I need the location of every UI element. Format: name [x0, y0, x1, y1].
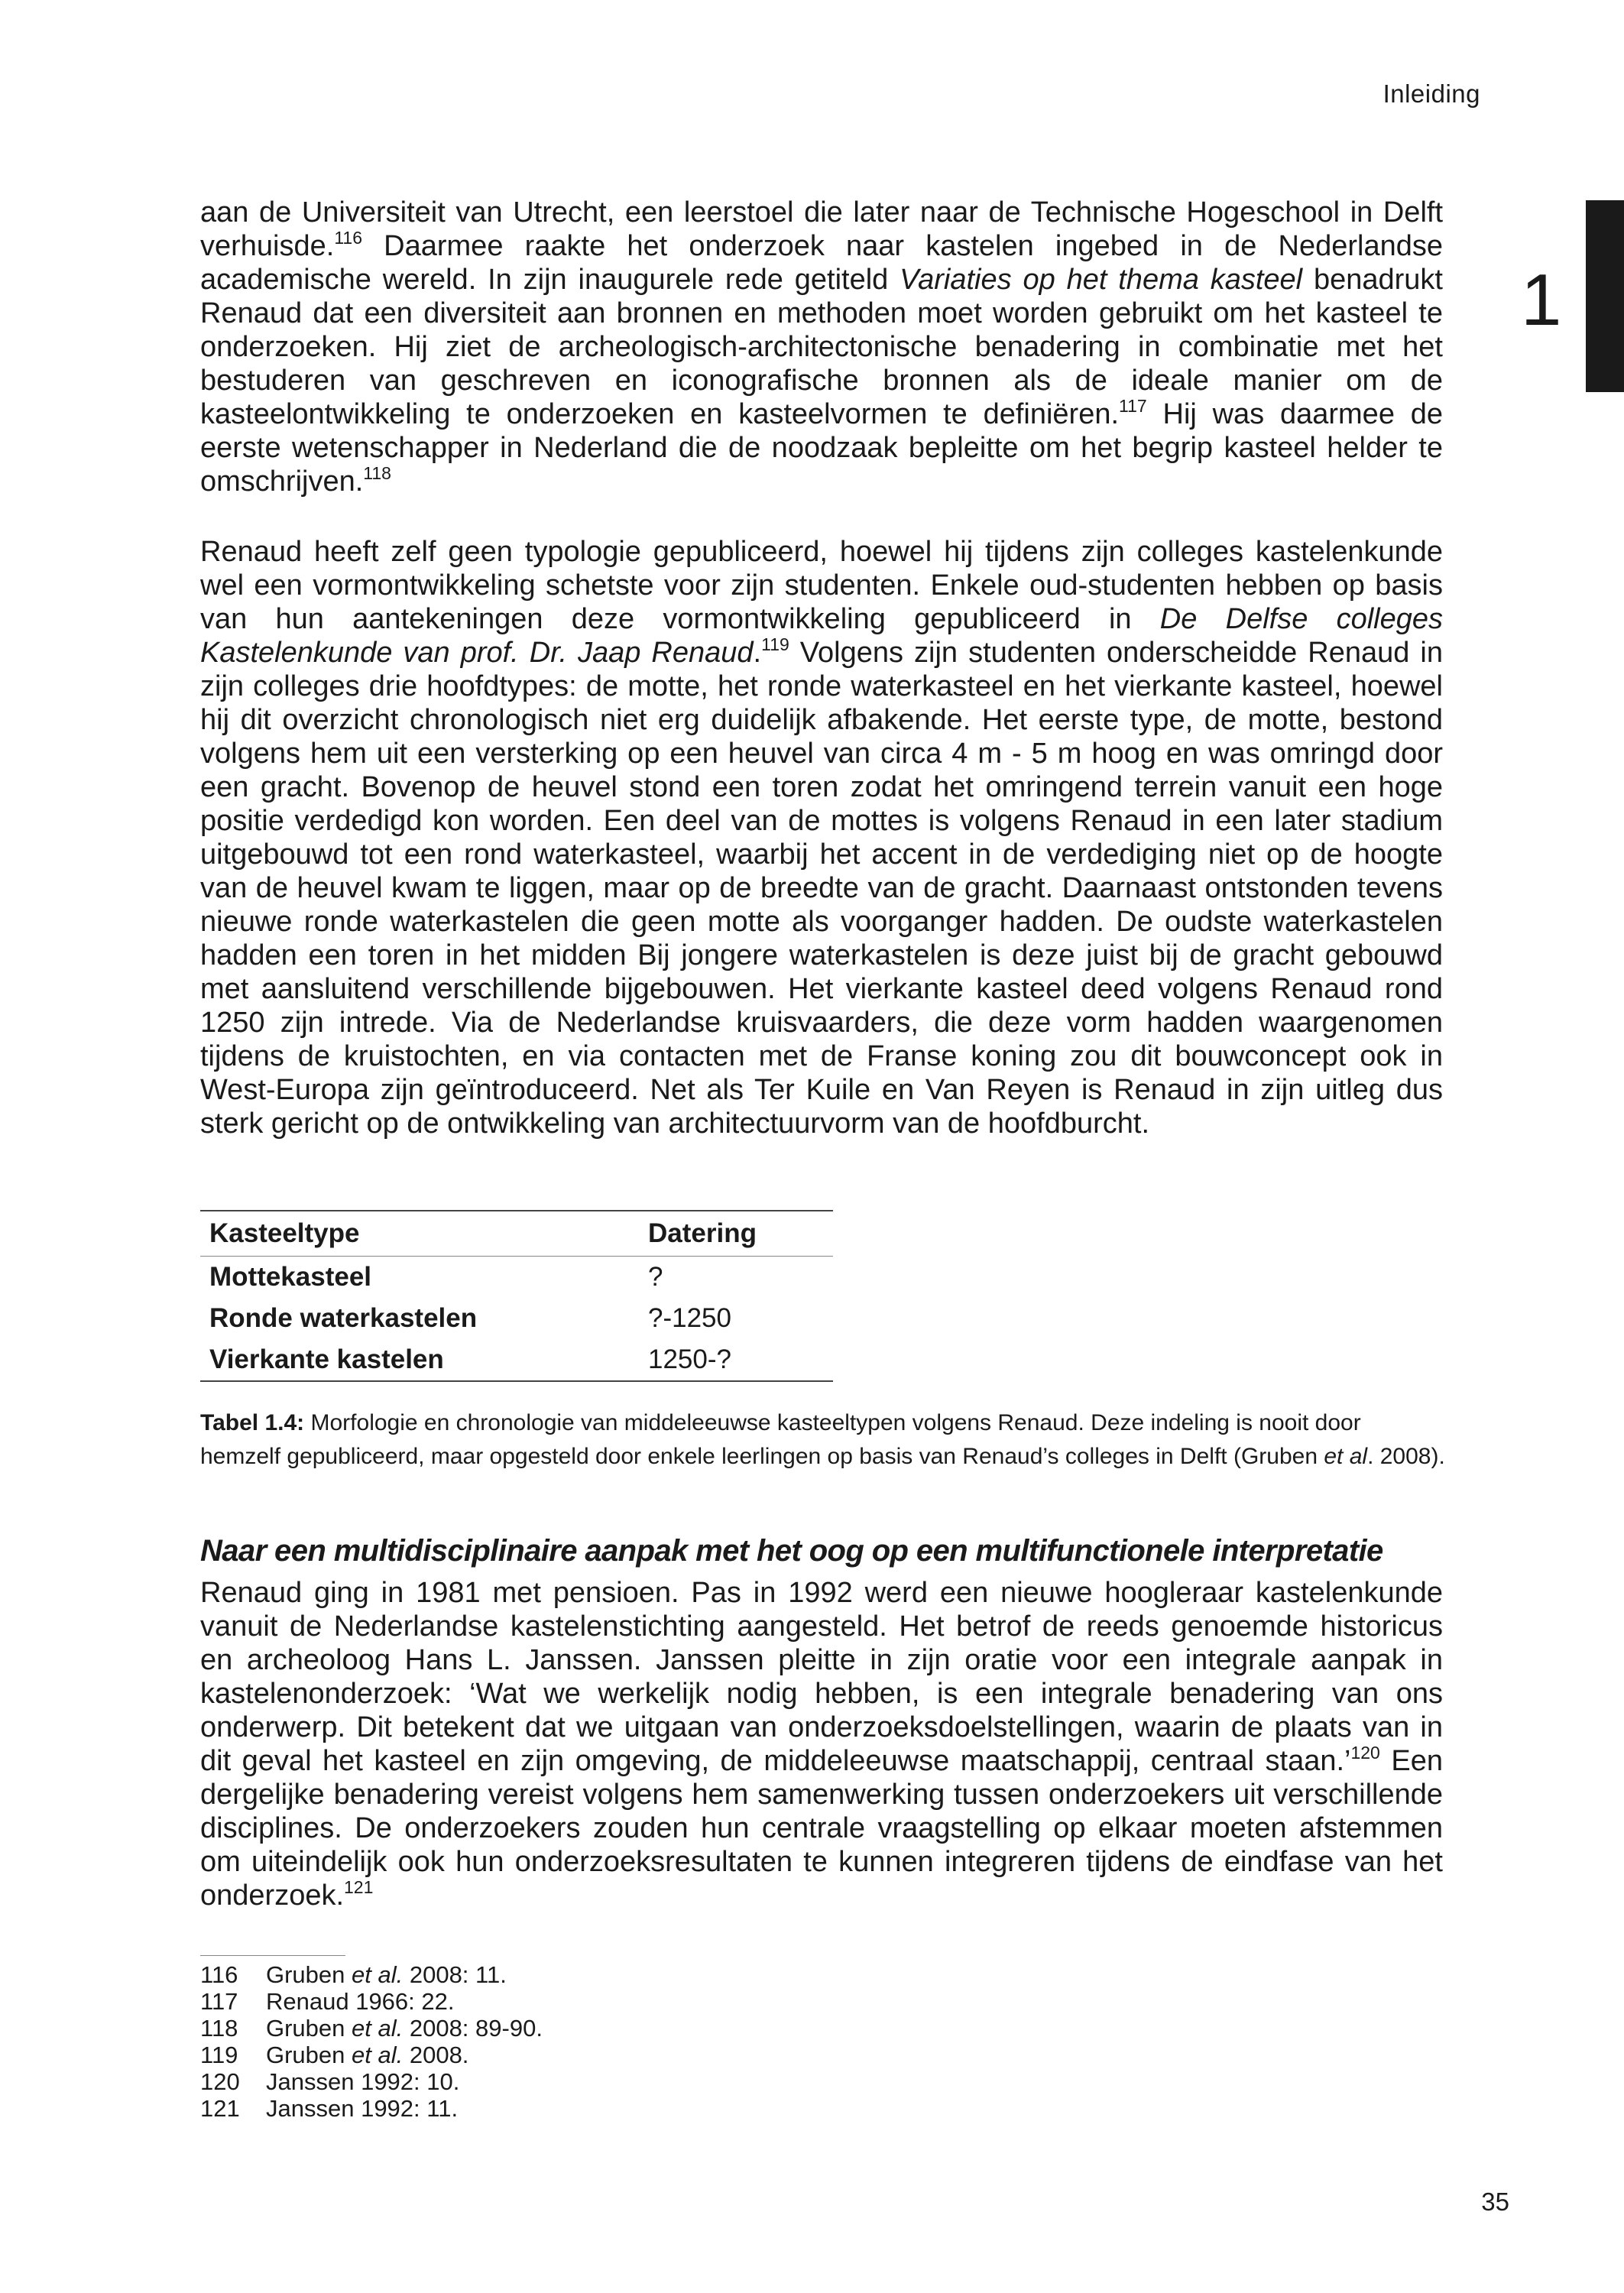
footnote-ref: 121 [344, 1877, 374, 1897]
paragraph-text: Renaud ging in 1981 met pensioen. Pas in 1992 werd een nieuwe hoogleraar kastelenkunde vanuit de Nederlandse kastelenstichting aangesteld. Het betrof de reeds genoemde historicus en archeoloog Hans L. Janssen. Janssen pleitte in zijn oratie voor een integrale aanpak in kastelenonderzoek: ‘Wat we werkelijk nodig hebben, is een integrale benadering van ons onderwerp. Dit betekent dat we uitgaan van onderzoeksdoelstellingen, waarin de plaats van in dit geval het kasteel en zijn omgeving, de middeleeuwse maatschappij, centraal staan.’ [200, 1577, 1443, 1777]
footnote-text: 2008. [403, 2042, 469, 2068]
footnote-ref: 119 [761, 634, 789, 654]
footnote-number: 120 [200, 2068, 240, 2095]
footnote-number: 117 [200, 1988, 238, 2015]
footnote-italic: et al. [352, 1961, 404, 1988]
footnote [200, 2068, 543, 2095]
paragraph-3 [200, 1576, 1443, 1912]
footnote-text: Renaud 1966: 22. [266, 1988, 455, 2015]
table-header-type: Kasteeltype [200, 1211, 639, 1257]
table [200, 1210, 833, 1382]
footnote-number: 121 [200, 2095, 240, 2122]
running-header: Inleiding [1383, 79, 1480, 108]
footnote-italic: et al. [352, 2015, 404, 2042]
table-cell-type: Ronde waterkastelen [209, 1303, 478, 1333]
caption-text: . 2008). [1367, 1444, 1445, 1469]
table-row [200, 1339, 833, 1381]
table-cell-type: Mottekasteel [209, 1262, 372, 1292]
footnote-divider [200, 1955, 345, 1956]
footnote-italic: et al. [352, 2042, 404, 2068]
footnote-number: 118 [200, 2015, 238, 2042]
paragraph-text: Daarmee raakte het onderzoek naar kastelen ingebed in de Nederlandse academische wereld. In zijn inaugurele rede getiteld [200, 230, 1443, 296]
footnote-text: Janssen 1992: 11. [266, 2095, 459, 2122]
italic-title: Variaties op het thema kasteel [900, 264, 1303, 296]
caption-italic: et al [1324, 1444, 1368, 1469]
footnote [200, 2095, 543, 2122]
footnote [200, 2015, 543, 2042]
table-caption [200, 1406, 1446, 1474]
caption-text: Morfologie en chronologie van middeleeuwse kasteeltypen volgens Renaud. Deze indeling is nooit door hemzelf gepubliceerd, maar opgesteld door enkele leerlingen op basis van Renaud’s colleges in Delft (Gruben [200, 1410, 1361, 1469]
footnote-text: Gruben [266, 2042, 352, 2068]
footnote-text: Gruben [266, 2015, 352, 2042]
table-row [200, 1257, 833, 1299]
footnote [200, 2042, 543, 2068]
chapter-number: 1 [1521, 259, 1562, 341]
italic-title: De Delfse colleges Kastelenkunde van prof. Dr. Jaap Renaud [200, 603, 1444, 669]
paragraph-text: Volgens zijn studenten onderscheidde Renaud in zijn colleges drie hoofdtypes: de motte, het ronde waterkasteel en het vierkante kasteel, hoewel hij dit overzicht chronologisch niet erg duidelijk afbakende. Het eerste type, de motte, bestond volgens hem uit een versterking op een heuvel van circa 4 m - 5 m hoog en was omringd door een gracht. Bovenop de heuvel stond een toren zodat het omringend terrein vanuit een hoge positie verdedigd kon worden. Een deel van de mottes is volgens Renaud in een later stadium uitgebouwd tot een rond waterkasteel, waarbij het accent in de verdediging niet op de hoogte van de heuvel kwam te liggen, maar op de breedte van de gracht. Daarnaast ontstonden tevens nieuwe ronde waterkastelen die geen motte als voorganger hadden. De oudste waterkastelen hadden een toren in het midden Bij jongere waterkastelen is deze juist bij de gracht gebouwd met aansluitend verschillende bijgebouwen. Het vierkante kasteel deed volgens Renaud rond 1250 zijn intrede. Via de Nederlandse kruisvaarders, die deze vorm hadden waargenomen tijdens de kruistochten, en via contacten met de Franse koning zou dit bouwconcept ook in West-Europa zijn geïntroduceerd. Net als Ter Kuile en Van Reyen is Renaud in zijn uitleg dus sterk gericht op de ontwikkeling van architectuurvorm van de hoofdburcht. [200, 637, 1444, 1140]
paragraph-1 [200, 196, 1443, 498]
footnote-text: Janssen 1992: 10. [266, 2068, 460, 2095]
footnote [200, 1961, 543, 1988]
table-cell-type: Vierkante kastelen [209, 1344, 444, 1374]
table-cell-date: ?-1250 [648, 1303, 731, 1333]
paragraph-text: Hij was daarmee de eerste wetenschapper in Nederland die de noodzaak bepleitte om het begrip kasteel helder te omschrijven. [200, 398, 1443, 498]
paragraph-text: Renaud heeft zelf geen typologie gepubliceerd, hoewel hij tijdens zijn colleges kastelenkunde wel een vormontwikkeling schetste voor zijn studenten. Enkele oud-studenten hebben op basis van hun aantekeningen deze vormontwikkeling gepubliceerd in [200, 536, 1443, 635]
footnote-ref: 118 [363, 463, 391, 483]
footnote-text: 2008: 89-90. [403, 2015, 543, 2042]
page-number: 35 [1481, 2188, 1509, 2216]
paragraph-text: . [753, 637, 762, 669]
table-header-row [200, 1211, 833, 1257]
footnote-ref: 120 [1350, 1743, 1380, 1763]
chapter-tab-marker [1586, 200, 1624, 392]
footnote-ref: 117 [1119, 396, 1147, 416]
castle-type-table [200, 1210, 833, 1382]
table-header-date: Datering [639, 1211, 833, 1257]
footnote [200, 1988, 543, 2015]
footnote-ref: 116 [334, 228, 362, 248]
caption-label: Tabel 1.4: [200, 1410, 305, 1435]
footnote-text: 2008: 11. [403, 1961, 507, 1988]
paragraph-text: benadrukt Renaud dat een diversiteit aan bronnen en methoden moet worden gebruikt om het kasteel te onderzoeken. Hij ziet de archeologisch-architectonische benadering in combinatie met het bestuderen van geschreven en iconografische bronnen als de ideale manier om de kasteelontwikkeling te onderzoeken en kasteelvormen te definiëren. [200, 264, 1443, 430]
footnote-text: Gruben [266, 1961, 352, 1988]
paragraph-text: aan de Universiteit van Utrecht, een leerstoel die later naar de Technische Hogeschool in Delft verhuisde. [200, 196, 1443, 262]
table-cell-date: ? [648, 1262, 663, 1292]
table-cell-date: 1250-? [648, 1344, 731, 1374]
footnote-number: 119 [200, 2042, 238, 2068]
section-heading: Naar een multidisciplinaire aanpak met het oog op een multifunctionele interpretatie [200, 1534, 1383, 1568]
paragraph-2 [200, 535, 1443, 1140]
footnotes-list [200, 1961, 543, 2122]
paragraph-text: Een dergelijke benadering vereist volgens hem samenwerking tussen onderzoekers uit verschillende disciplines. De onderzoekers zouden hun centrale vraagstelling op elkaar moeten afstemmen om uiteindelijk ook hun onderzoeksresultaten te kunnen integreren tijdens de eindfase van het onderzoek. [200, 1745, 1443, 1912]
footnote-number: 116 [200, 1961, 238, 1988]
table-row [200, 1298, 833, 1339]
